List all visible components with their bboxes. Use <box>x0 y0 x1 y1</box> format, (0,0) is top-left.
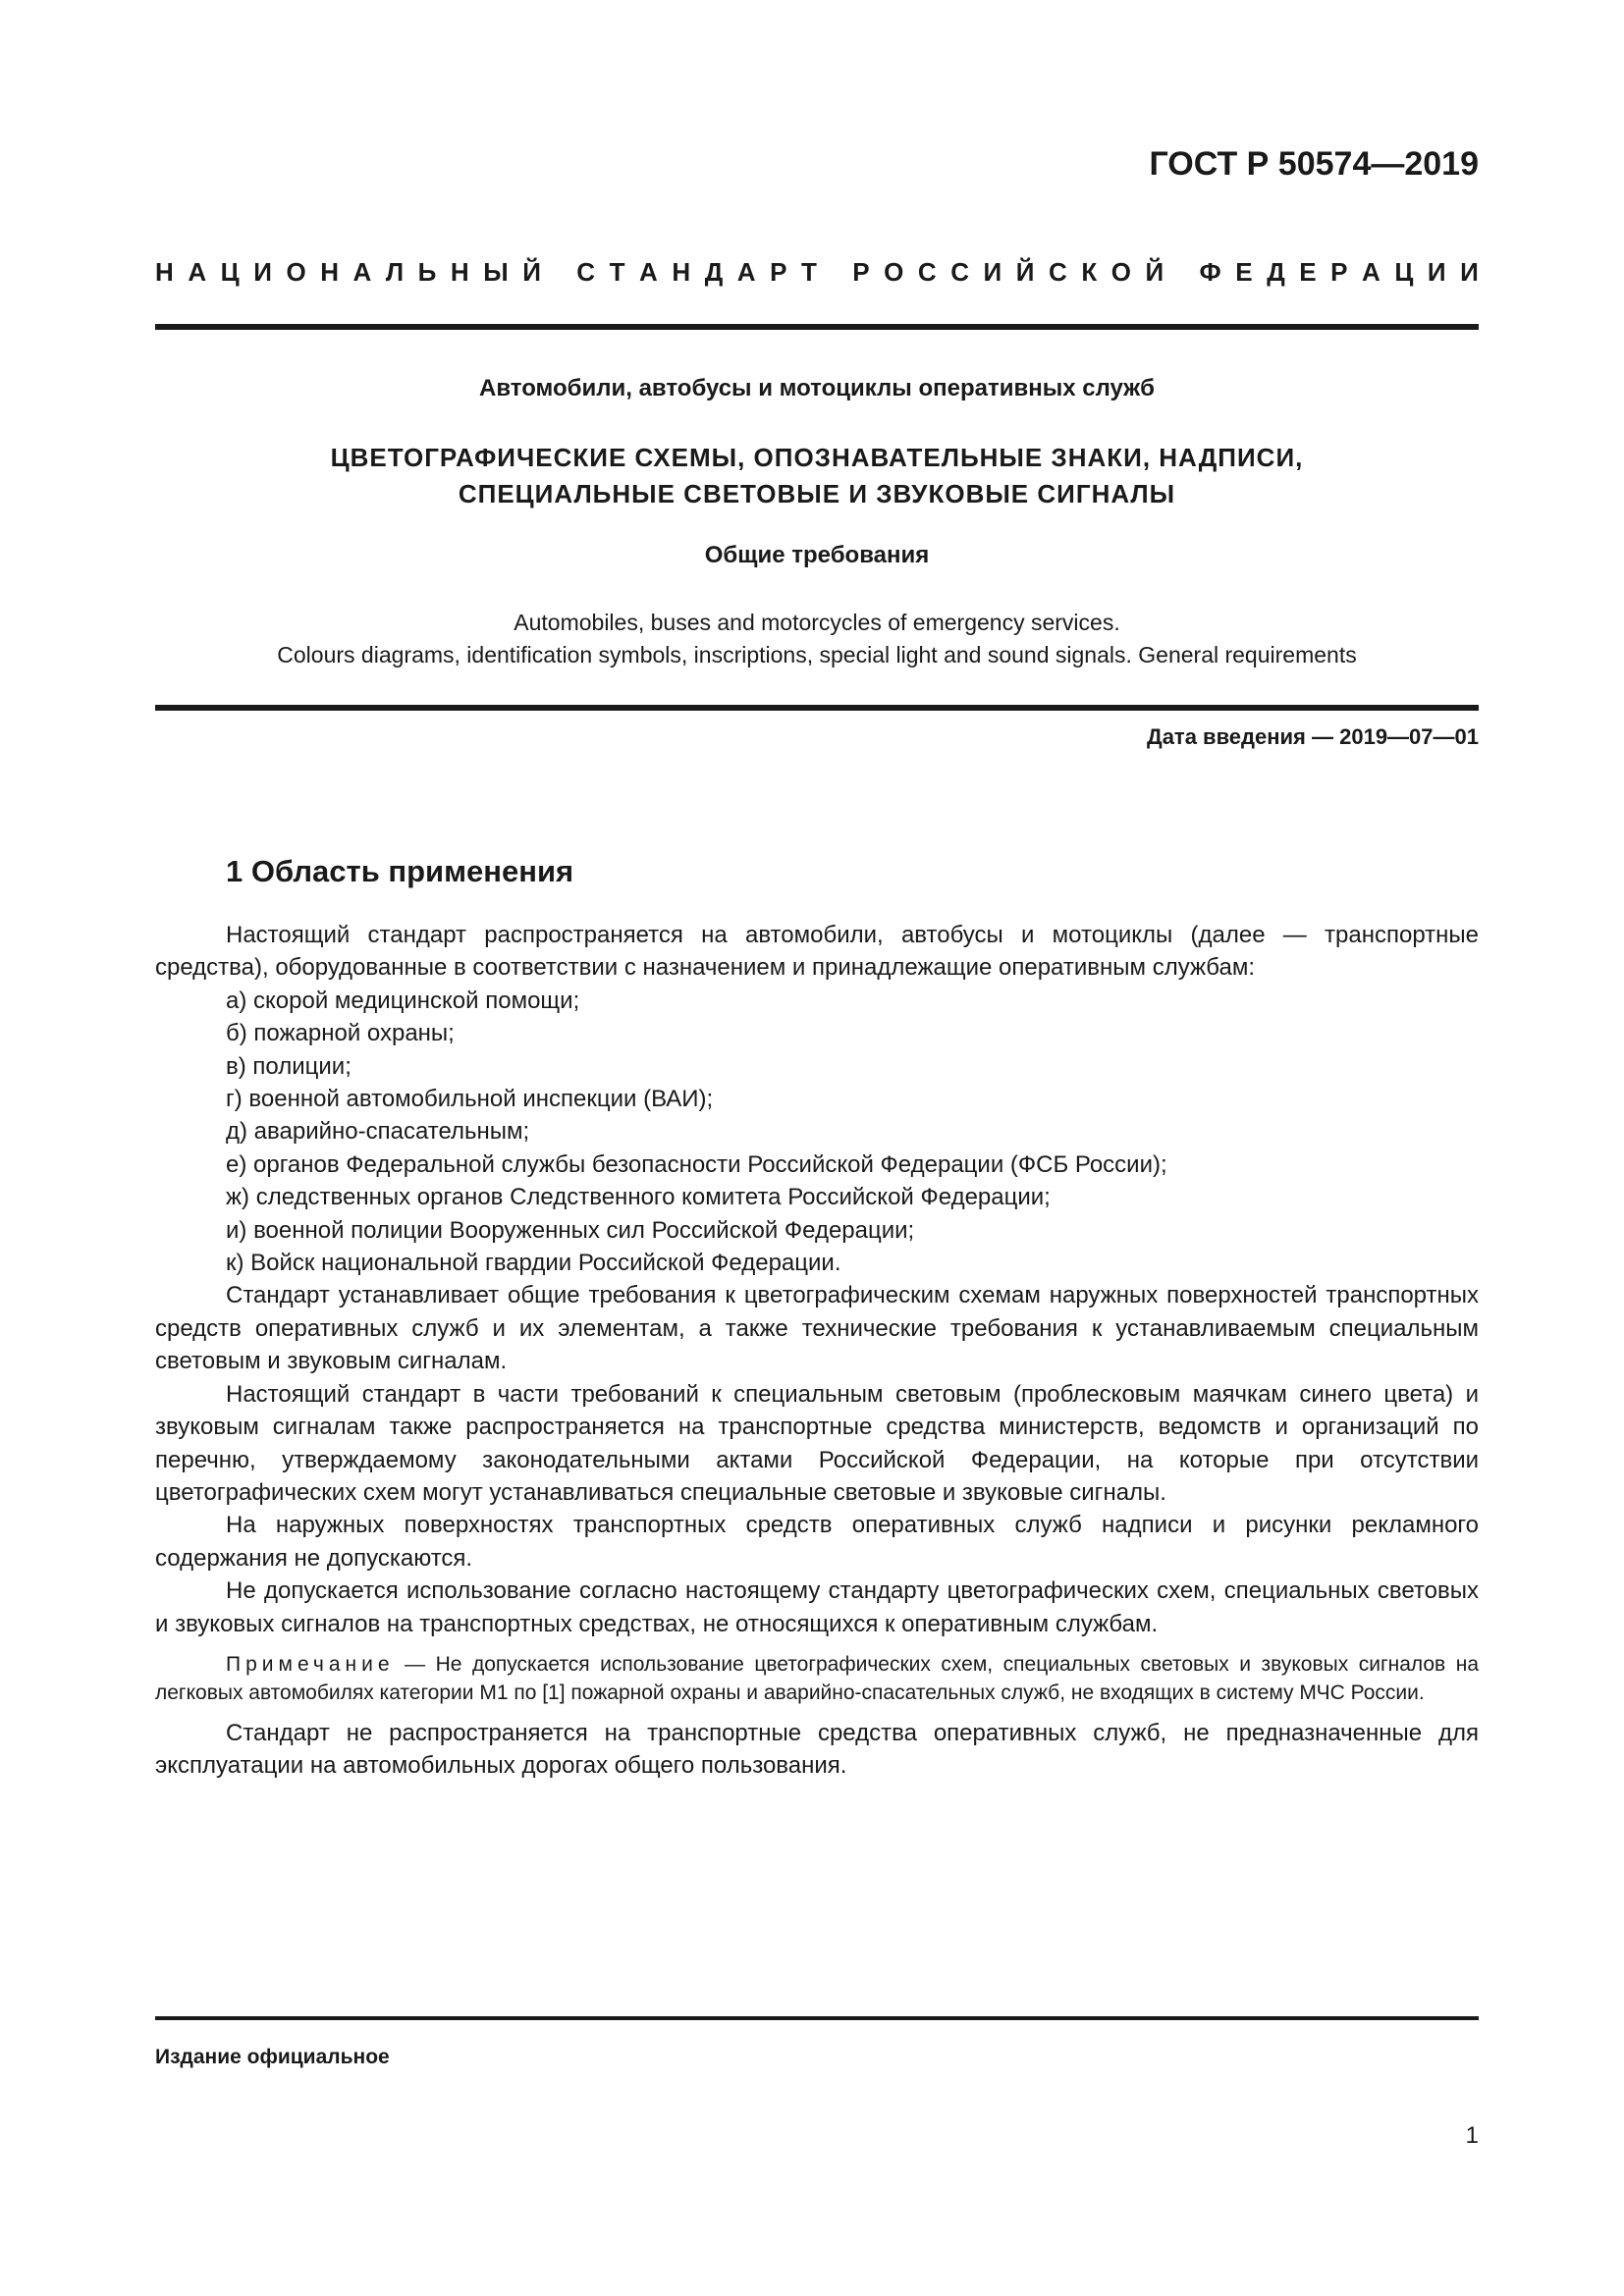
national-title-letter: Р <box>852 257 870 287</box>
national-title-letter: Ц <box>1394 257 1414 287</box>
national-title-letter: С <box>576 257 596 287</box>
list-item: д) аварийно-спасательным; <box>226 1118 530 1146</box>
national-title-letter: Ц <box>220 257 240 287</box>
note-text: — Не допускается использование цветографических схем, специальных световых и звуковых сигналов на легковых автомобилях категории М1 по [1] пожарной охраны и аварийно-спасательных служб, не входящих в систему МЧС России. <box>155 1652 1479 1704</box>
english-title <box>155 607 1479 671</box>
title-rule <box>155 705 1479 711</box>
national-title-letter: А <box>188 257 207 287</box>
national-title-letter: Н <box>672 257 691 287</box>
national-title-letter: Н <box>320 257 339 287</box>
national-title-letter: С <box>950 257 969 287</box>
document-subtitle: Автомобили, автобусы и мотоциклы оперативных служб <box>479 375 1155 401</box>
national-title-letter: Ф <box>1199 257 1221 287</box>
national-title-letter: Й <box>522 257 541 287</box>
national-title-letter: Р <box>770 257 787 287</box>
national-title-letter: И <box>253 257 272 287</box>
national-title-letter: О <box>286 257 306 287</box>
national-standard-title <box>155 257 1479 288</box>
paragraph: Стандарт устанавливает общие требования к цветографическим схемам наружных поверхностей транспортных средств оперативных служб и их элементам, а также технические требования к устанавливаемым специальным световым и звуковым сигналам. <box>155 1282 1479 1375</box>
national-title-letter: Н <box>155 257 174 287</box>
national-title-letter: А <box>736 257 756 287</box>
national-title-letter: С <box>1049 257 1067 287</box>
national-title-letter: Е <box>1299 257 1317 287</box>
general-requirements-title: Общие требования <box>704 542 930 568</box>
section-body <box>155 919 1479 1783</box>
services-list <box>155 985 1479 1280</box>
english-title-line-1: Automobiles, buses and motorcycles of emergency services. <box>514 610 1120 635</box>
national-title-letter: Й <box>1015 257 1035 287</box>
paragraph: На наружных поверхностях транспортных средств оперативных служб надписи и рисунки рекламного содержания не допускаются. <box>155 1512 1479 1572</box>
footer-rule <box>155 2016 1479 2020</box>
national-title-letter: Р <box>1330 257 1348 287</box>
list-item: г) военной автомобильной инспекции (ВАИ); <box>226 1086 714 1113</box>
national-title-letter: Е <box>1235 257 1253 287</box>
national-title-letter: К <box>1081 257 1098 287</box>
national-title-letter: Ь <box>417 257 437 287</box>
list-item: в) полиции; <box>226 1052 352 1080</box>
list-item: ж) следственных органов Следственного комитета Российской Федерации; <box>226 1184 1051 1211</box>
header-rule <box>155 324 1479 330</box>
national-title-letter <box>831 257 838 288</box>
main-title-line-1: ЦВЕТОГРАФИЧЕСКИЕ СХЕМЫ, ОПОЗНАВАТЕЛЬНЫЕ ЗНАКИ, НАДПИСИ, <box>330 443 1304 472</box>
national-title-letter <box>555 257 562 288</box>
gost-code: ГОСТ Р 50574—2019 <box>1149 145 1479 183</box>
national-title-letter: О <box>1110 257 1131 287</box>
national-title-letter: И <box>983 257 1002 287</box>
english-title-line-2: Colours diagrams, identification symbols, inscriptions, special light and sound signals. General requirements <box>277 642 1357 667</box>
national-title-letter: А <box>352 257 372 287</box>
national-title-letter: Д <box>704 257 724 287</box>
paragraph: Стандарт не распространяется на транспортные средства оперативных служб, не предназначенные для эксплуатации на автомобильных дорогах общего пользования. <box>155 1719 1479 1780</box>
national-title-letter: Л <box>385 257 405 287</box>
national-title-letter: А <box>639 257 658 287</box>
section-heading: 1 Область применения <box>226 854 574 888</box>
national-title-letter <box>1178 257 1185 288</box>
introduction-date: Дата введения — 2019—07—01 <box>1147 724 1479 749</box>
national-title-letter: С <box>917 257 937 287</box>
national-title-letter: Т <box>800 257 817 287</box>
national-title-letter: О <box>884 257 904 287</box>
main-title-line-2: СПЕЦИАЛЬНЫЕ СВЕТОВЫЕ И ЗВУКОВЫЕ СИГНАЛЫ <box>458 479 1176 508</box>
national-title-letter: Т <box>609 257 625 287</box>
document-main-title <box>155 440 1479 512</box>
national-title-letter: Н <box>450 257 469 287</box>
list-item: к) Войск национальной гвардии Российской Федерации. <box>226 1250 841 1277</box>
page-number: 1 <box>1465 2122 1479 2149</box>
national-title-letter: Д <box>1267 257 1285 287</box>
national-title-letter: И <box>1460 257 1479 287</box>
note-label: Примечание <box>226 1652 395 1676</box>
official-edition-label: Издание официальное <box>155 2046 390 2068</box>
national-title-letter: А <box>1362 257 1380 287</box>
list-item: б) пожарной охраны; <box>226 1020 455 1047</box>
national-title-letter: Ы <box>483 257 509 287</box>
list-item: и) военной полиции Вооруженных сил Российской Федерации; <box>226 1216 915 1244</box>
national-title-letter: Й <box>1145 257 1164 287</box>
list-item: е) органов Федеральной службы безопасности Российской Федерации (ФСБ России); <box>226 1150 1167 1178</box>
note <box>155 1650 1479 1707</box>
paragraph: Настоящий стандарт в части требований к специальным световым (проблесковым маячкам синего цвета) и звуковым сигналам также распространяется на транспортные средства министерств, ведомств и организаций по перечню, утверждаемому законодательными актами Российской Федерации, на которые при отсутствии цветографических схем могут устанавливаться специальные световые и звуковые сигналы. <box>155 1380 1479 1506</box>
paragraph: Настоящий стандарт распространяется на автомобили, автобусы и мотоциклы (далее — транспортные средства), оборудованные в соответствии с назначением и принадлежащие оперативным службам: <box>155 922 1479 982</box>
list-item: а) скорой медицинской помощи; <box>226 987 580 1014</box>
national-title-letter: И <box>1427 257 1446 287</box>
paragraph: Не допускается использование согласно настоящему стандарту цветографических схем, специальных световых и звуковых сигналов на транспортных средствах, не относящихся к оперативным службам. <box>155 1577 1479 1637</box>
